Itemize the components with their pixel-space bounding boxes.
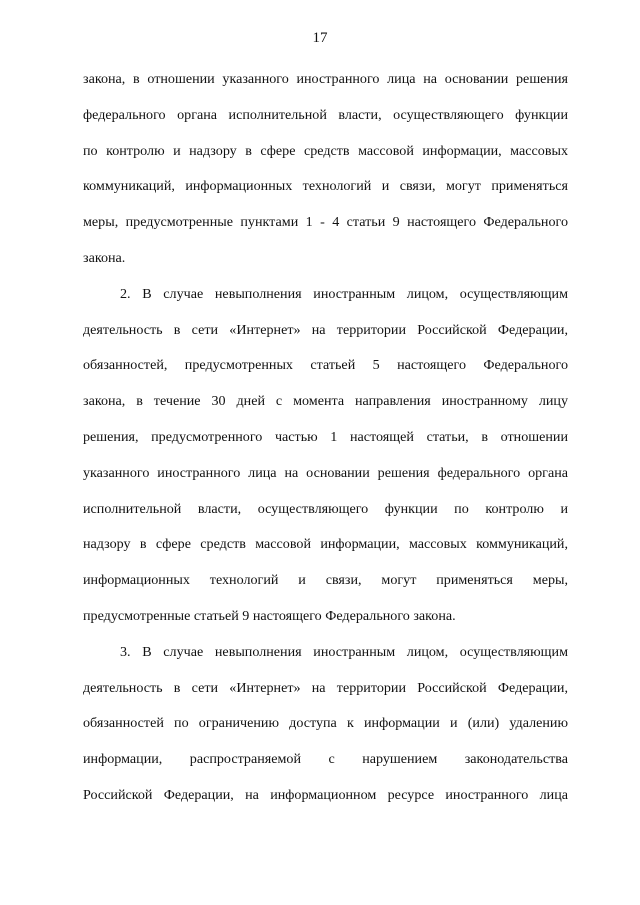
- text-line: исполнительной власти, осуществляющего функции по контролю и: [83, 500, 568, 517]
- text-line: указанного иностранного лица на основании решения федерального органа: [83, 464, 568, 481]
- text-line: 3. В случае невыполнения иностранным лицом, осуществляющим: [120, 643, 568, 660]
- text-line: по контролю и надзору в сфере средств массовой информации, массовых: [83, 142, 568, 159]
- text-line: обязанностей по ограничению доступа к информации и (или) удалению: [83, 715, 568, 732]
- text-line: деятельность в сети «Интернет» на территории Российской Федерации,: [83, 679, 568, 696]
- text-line: надзору в сфере средств массовой информации, массовых коммуникаций,: [83, 536, 568, 553]
- text-line: меры, предусмотренные пунктами 1 - 4 статьи 9 настоящего Федерального: [83, 214, 568, 231]
- text-line: обязанностей, предусмотренных статьей 5 настоящего Федерального: [83, 357, 568, 374]
- text-line: закона, в отношении указанного иностранного лица на основании решения: [83, 71, 568, 87]
- text-line: Российской Федерации, на информационном ресурсе иностранного лица: [83, 786, 568, 803]
- text-line: федерального органа исполнительной власти, осуществляющего функции: [83, 106, 568, 123]
- text-line: коммуникаций, информационных технологий и связи, могут применяться: [83, 178, 568, 195]
- text-line: предусмотренные статьей 9 настоящего Федерального закона.: [83, 607, 456, 624]
- paragraph-3: [83, 635, 568, 814]
- document-body: [83, 62, 568, 814]
- paragraph-1: [83, 62, 568, 277]
- text-line: 2. В случае невыполнения иностранным лицом, осуществляющим: [120, 285, 568, 302]
- text-line: информации, распространяемой с нарушением законодательства: [83, 751, 568, 768]
- text-line: информационных технологий и связи, могут применяться меры,: [83, 572, 568, 589]
- text-line: закона, в течение 30 дней с момента направления иностранному лицу: [83, 393, 568, 410]
- text-line: деятельность в сети «Интернет» на территории Российской Федерации,: [83, 321, 568, 338]
- text-line: решения, предусмотренного частью 1 настоящей статьи, в отношении: [83, 428, 568, 445]
- text-line: закона.: [83, 249, 126, 266]
- page-number: 17: [312, 30, 328, 46]
- paragraph-2: [83, 277, 568, 635]
